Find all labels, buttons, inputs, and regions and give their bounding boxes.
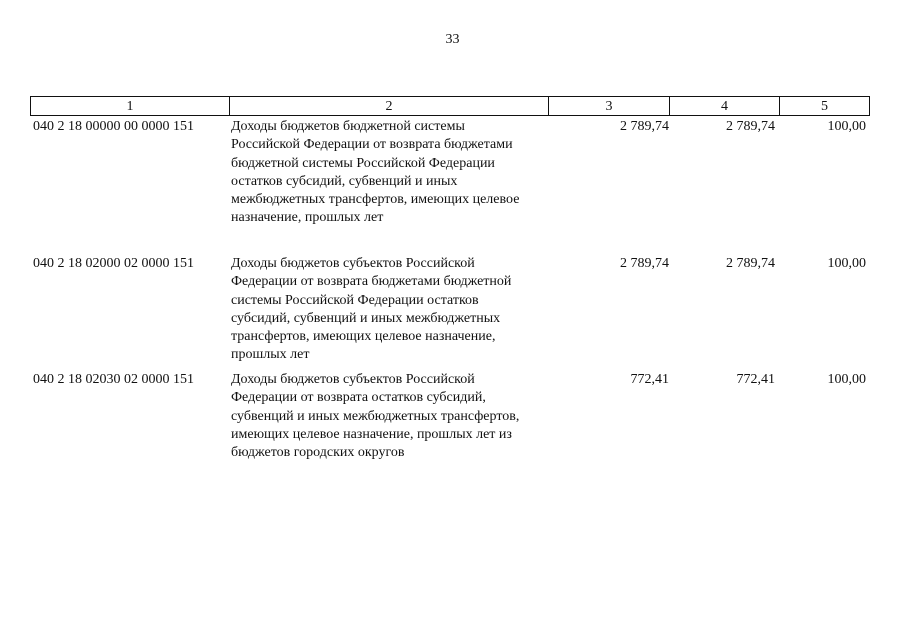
budget-code: 040 2 18 00000 00 0000 151 [33, 119, 194, 134]
value-col-3: 772,41 [630, 372, 669, 387]
budget-code: 040 2 18 02030 02 0000 151 [33, 372, 194, 387]
value-col-5: 100,00 [827, 119, 866, 134]
row-description: Доходы бюджетов субъектов Российской Федерации от возврата бюджетами бюджетной системы Российской Федерации остатков субсидий, субвенций и иных межбюджетных трансфертов, имеющих целевое назначение, прошлых лет [231, 256, 512, 363]
header-cell-1: 1 [31, 97, 230, 115]
value-col-3: 2 789,74 [620, 119, 669, 134]
page-number: 33 [445, 32, 460, 47]
value-col-5: 100,00 [827, 372, 866, 387]
budget-code: 040 2 18 02000 02 0000 151 [33, 256, 194, 271]
table-header [30, 96, 870, 116]
value-col-4: 772,41 [736, 372, 775, 387]
header-cell-3: 3 [549, 97, 670, 115]
header-cell-4: 4 [670, 97, 780, 115]
row-description: Доходы бюджетов субъектов Российской Федерации от возврата остатков субсидий, субвенций и иных межбюджетных трансфертов, имеющих целевое назначение, прошлых лет из бюджетов городских округов [231, 372, 520, 461]
value-col-4: 2 789,74 [726, 256, 775, 271]
value-col-3: 2 789,74 [620, 256, 669, 271]
value-col-5: 100,00 [827, 256, 866, 271]
header-cell-5: 5 [821, 99, 828, 114]
header-cell-2: 2 [230, 97, 549, 115]
row-description: Доходы бюджетов бюджетной системы Российской Федерации от возврата бюджетами бюджетной системы Российской Федерации остатков субсидий, субвенций и иных межбюджетных трансфертов, имеющих целевое назначение, прошлых лет [231, 119, 520, 226]
value-col-4: 2 789,74 [726, 119, 775, 134]
